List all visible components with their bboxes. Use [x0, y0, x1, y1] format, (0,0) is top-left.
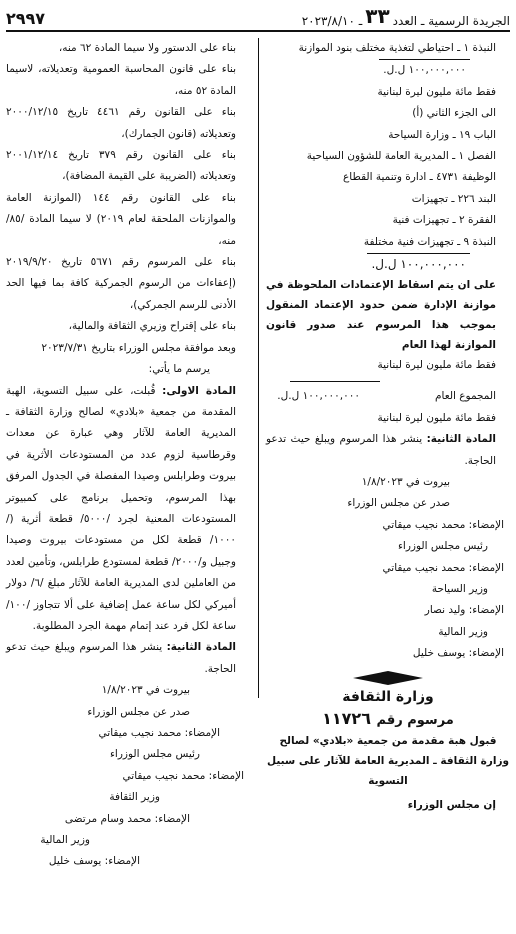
journal-title: الجريدة الرسمية ـ العدد	[392, 14, 510, 28]
recital: بناء على القانون رقم ٣٧٩ تاريخ ٢٠٠١/١٢/١٤ وتعديلاته (الضريبة على القيمة المضافة)،	[6, 149, 236, 183]
budget-note: على ان يتم اسقاط الإعتمادات الملحوظة في موازنة الإدارة ضمن حدود الإعتماد المنقول بموجب هذا المرسوم عند صدور قانون الموازنة لهذا العام	[266, 279, 496, 352]
sign-line: صدر عن مجلس الوزراء	[347, 497, 450, 510]
budget-line: النبذة ٩ ـ تجهيزات فنية مختلفة	[363, 235, 496, 248]
decree-label: مرسوم رقم	[376, 712, 454, 728]
budget-line: البند ٢٢٦ ـ تجهيزات	[411, 192, 496, 205]
section-separator-icon	[353, 671, 423, 685]
sign-line: رئيس مجلس الوزراء	[397, 540, 488, 553]
issue-number: ٣٣	[365, 4, 390, 28]
article-two-text: ينشر هذا المرسوم ويبلغ حيث تدعو الحاجة.	[266, 433, 496, 467]
article-two-label: المادة الثانية:	[166, 641, 236, 654]
article-two	[266, 429, 510, 472]
page-number: ٢٩٩٧	[6, 9, 46, 28]
article-one-text: قُبلت، على سبيل التسوية، الهبة المقدمة من جمعية «بلادي» لصالح وزارة الثقافة ـ المديرية العامة للآثار وهي عبارة عن معدات وقرطاسية لزوم عدد من المستودعات الأثرية في بيروت وطرابلس وصيدا المفصلة في الجدول المرفق بهذا المرسوم، وتحميل برنامج على كمبيوتر المستودعات المعنية لجرد /٥٠٠٠/ قطعة أثرية (/١٠٠٠/ قطعة لكل من مستودعات بيروت وصيدا وجبيل و/٢٠٠٠/ قطعة لمستودع طرابلس، وتأمين لعدد من العاملين لدى المديرية العامة للآثار مبلغ /٦/ دولار أميركي لكل ساعة عمل إضافية على ألا تتجاوز /١٠٠/ ساعة لكل فرد عند إتمام مهمة الجرد المطلوبة.	[6, 384, 236, 632]
sign-line: وزير الثقافة	[109, 791, 160, 804]
budget-line: الباب ١٩ ـ وزارة السياحة	[388, 128, 496, 141]
sign-line: الإمضاء: محمد نجيب ميقاتي	[382, 518, 504, 531]
page-header	[6, 6, 510, 32]
sign-line: وزير المالية	[438, 625, 488, 638]
article-one-label: المادة الاولى:	[162, 384, 236, 397]
ministry-heading: وزارة الثقافة	[342, 688, 434, 705]
amount-row	[266, 253, 510, 275]
sign-line: الإمضاء: محمد وسام مرتضى	[64, 812, 190, 825]
sign-date: بيروت في ١/٨/٢٠٢٣	[101, 684, 190, 697]
budget-line: النبذة ١ ـ احتياطي لتغذية مختلف بنود الموازنة	[298, 42, 496, 54]
right-column	[266, 38, 510, 817]
decree-title: قبول هبة مقدمة من جمعية «بلادي» لصالح وزارة الثقافة ـ المديرية العامة للآثار على سبيل التسوية	[266, 735, 510, 788]
sign-line: الإمضاء: يوسف خليل	[412, 647, 504, 660]
amount-row	[266, 59, 510, 81]
sign-line: وزير المالية	[40, 834, 90, 847]
sign-date: بيروت في ١/٨/٢٠٢٣	[361, 475, 450, 488]
recital: وبعد موافقة مجلس الوزراء بتاريخ ٢٠٢٣/٧/٣١	[41, 341, 236, 354]
amount-words: فقط مائة مليون ليرة لبنانية	[377, 85, 496, 98]
sign-line: وزير السياحة	[431, 582, 488, 595]
issue-date: ـ ٢٠٢٣/٨/١٠	[301, 14, 363, 28]
decree-number-value: ١١٧٢٦	[322, 708, 371, 728]
total-separator	[290, 381, 380, 382]
article-one	[6, 381, 250, 638]
amount-words: فقط مائة مليون ليرة لبنانية	[377, 359, 496, 372]
amount-words: فقط مائة مليون ليرة لبنانية	[377, 411, 496, 424]
article-two-label: المادة الثانية:	[426, 433, 496, 446]
grand-total-label: المجموع العام	[435, 389, 496, 402]
sign-line: الإمضاء: محمد نجيب ميقاتي	[122, 769, 244, 782]
decree-number	[266, 708, 510, 731]
recital: بناء على المرسوم رقم ٥٦٧١ تاريخ ٢٠١٩/٩/٢٠ (إعفاءات من الرسوم الجمركية كافة بما فيها الحد الأدنى للرسم الجمركي)،	[6, 256, 236, 311]
budget-line: الى الجزء الثاني (أ)	[412, 107, 496, 120]
header-title-group	[302, 4, 510, 28]
budget-line: الفقرة ٢ ـ تجهيزات فنية	[392, 214, 496, 227]
left-column	[6, 38, 250, 873]
amount: ١٠٠,٠٠٠,٠٠٠ ل.ل.	[379, 59, 470, 81]
sign-line: صدر عن مجلس الوزراء	[87, 705, 190, 718]
article-two	[6, 637, 250, 680]
column-divider	[258, 38, 259, 698]
budget-line: الفصل ١ ـ المديرية العامة للشؤون السياحية	[306, 150, 496, 163]
recital: بناء على قانون المحاسبة العمومية وتعديلاته، لاسيما المادة ٥٢ منه،	[6, 63, 236, 97]
amount: ١٠٠,٠٠٠,٠٠٠ ل.ل.	[367, 253, 470, 275]
sign-line: رئيس مجلس الوزراء	[109, 748, 200, 761]
recital: بناء على إقتراح وزيري الثقافة والمالية،	[68, 320, 236, 333]
sign-line: الإمضاء: وليد نصار	[424, 604, 504, 617]
recital: بناء على القانون رقم ٤٤٦١ تاريخ ٢٠٠٠/١٢/١٥ وتعديلاته (قانون الجمارك)،	[6, 106, 236, 140]
budget-line: الوظيفة ٤٧٣١ ـ ادارة وتنمية القطاع	[343, 171, 496, 184]
sign-line: الإمضاء: محمد نجيب ميقاتي	[382, 561, 504, 574]
article-two-text: ينشر هذا المرسوم ويبلغ حيث تدعو الحاجة.	[6, 641, 236, 675]
sign-line: الإمضاء: يوسف خليل	[48, 855, 140, 868]
decree-formula: يرسم ما يأتي:	[148, 363, 210, 376]
grand-total-amount: ١٠٠,٠٠٠,٠٠٠ ل.ل.	[277, 390, 360, 403]
sign-line: الإمضاء: محمد نجيب ميقاتي	[98, 727, 220, 739]
council-line: إن مجلس الوزراء	[407, 799, 496, 812]
recital: بناء على الدستور ولا سيما المادة ٦٢ منه،	[58, 42, 236, 54]
recital: بناء على القانون رقم ١٤٤ (الموازنة العامة والموازنات الملحقة لعام ٢٠١٩) لا سيما المادة /٨٥/ منه،	[6, 191, 236, 247]
